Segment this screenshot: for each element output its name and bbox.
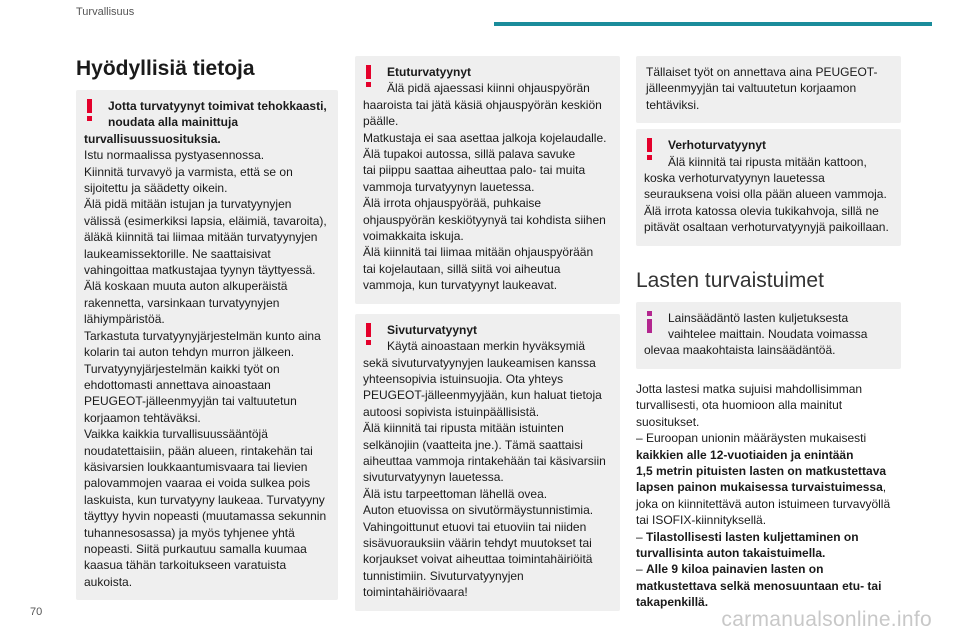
text-line: sisävuorauksiin väärin tehdyt muutokset tai — [363, 535, 592, 550]
text-line: selkänojiin (vaatteita jne.). Tämä saattaisi — [363, 437, 583, 452]
text-line: Tällaiset työt on annettava aina PEUGEOT- — [646, 65, 878, 79]
text-line: Älä istu tarpeettoman lähellä ovea. — [363, 486, 548, 501]
text-line: vaihtelee maittain. Noudata voimassa — [668, 327, 868, 342]
intro-text — [636, 381, 901, 430]
column-2 — [355, 56, 620, 611]
warning-box-curtain-airbags — [636, 129, 901, 245]
text-line: PEUGEOT-jälleenmyyjään, kun haluat tietoja — [363, 388, 602, 403]
rec-line: takapenkillä. — [636, 595, 709, 610]
page-number: 70 — [30, 606, 43, 618]
text-line: Älä kiinnitä tai ripusta mitään kattoon, — [668, 154, 867, 169]
text-line: laukeamissektorille. Ne saattaisivat — [84, 246, 271, 261]
info-icon — [646, 311, 655, 333]
exclamation-icon — [86, 99, 95, 121]
text-line: täyttyy hyvin nopeasti (muutamassa sekunnin — [84, 509, 327, 524]
exclamation-icon — [646, 138, 655, 160]
column-1 — [76, 56, 338, 600]
text-line: vammoja turvatyynyn lauetessa. — [363, 179, 535, 194]
text-line: kolarin tai auton tehdyn murron jälkeen. — [84, 345, 295, 360]
text-line: toimintahäiriövaara! — [363, 585, 468, 600]
text-line: tunnistimiin. Sivuturvatyynyjen — [363, 568, 524, 583]
warning-box-side-airbags — [355, 314, 620, 611]
text-line: suositukset. — [636, 414, 700, 429]
column-3 — [636, 56, 901, 611]
text-line: laskuista, kun turvatyyny laukeaa. Turvatyyny — [84, 492, 325, 507]
info-body — [644, 310, 893, 359]
text-line: Tarkastuta turvatyynyjärjestelmän kunto aina — [84, 328, 321, 343]
text-line: olevaa maakohtaista lainsäädäntöä. — [644, 343, 836, 358]
section-title-child-seats: Lasten turvaistuimet — [636, 268, 824, 292]
warning-heading: Jotta turvatyynyt toimivat tehokkaasti, noudata alla mainittuja turvallisuussuosituksia. — [84, 99, 327, 146]
rec1-tail — [636, 496, 901, 529]
text-line: Vahingoittunut etuovi tai etuoviin tai niiden — [363, 519, 587, 534]
text-line: Auton etuovissa on sivutörmäystunnistimia. — [363, 503, 594, 518]
recommendations — [636, 381, 901, 611]
text-line: Älä pidä mitään istujan ja turvatyynyjen — [84, 197, 292, 212]
text-line: kaasua tähän tarkoitukseen varatuista — [84, 558, 287, 573]
text-line: Turvatyynyjärjestelmän kaikki työt on — [84, 361, 280, 376]
info-box-legislation — [636, 302, 901, 369]
text-line: aiheuttaa vammoja rintakehään tai käsivarsiin — [363, 453, 606, 468]
continued-text-box — [636, 56, 901, 123]
text-line: jälleenmyyjän tai valtuutetun korjaamon — [646, 81, 857, 96]
text-line: tuhannesosassa) ja myös tyhjenee yhtä — [84, 525, 295, 540]
text-line: lähiympäristöä. — [84, 312, 165, 327]
text-line: tehtäviksi. — [646, 97, 700, 112]
text-line: Älä koskaan muuta auton alkuperäistä — [84, 279, 288, 294]
text-line: sijoitettu ja säädetty oikein. — [84, 181, 228, 196]
front-airbags-title: Etuturvatyynyt — [387, 65, 472, 79]
text-line: Vaikka kaikkia turvallisuussääntöjä — [84, 427, 268, 442]
rec1-bold — [636, 447, 901, 496]
text-line: Älä kiinnitä tai ripusta mitään istuinten — [363, 421, 564, 436]
side-airbags-title: Sivuturvatyynyt — [387, 322, 478, 337]
bold-line: kaikkien alle 12-vuotiaiden ja enintään — [636, 447, 854, 462]
text-line: välissä (esimerkiksi lapsia, eläimiä, tavaroita), — [84, 213, 327, 228]
side-airbags-body — [363, 338, 612, 601]
text-line: yhteensopivia istuinsuojia. Ota yhteys — [363, 371, 564, 386]
bold-line: lapsen painon mukaisessa turvaistuimessa, — [636, 480, 887, 495]
text-line: Älä pidä ajaessasi kiinni ohjauspyörän — [387, 81, 590, 96]
text-line: Älä irrota ohjauspyörää, puhkaise — [363, 196, 542, 211]
text-line: käsivarsien loukkaantumisvaara tai lievien — [84, 459, 308, 474]
text-line: vahingoittaa matkustajaa tyynyn täyttyessä. — [84, 263, 316, 278]
front-airbags-body — [363, 80, 612, 293]
warning-body — [84, 147, 330, 590]
text-line: noudatettaisiin, pään alueen, rintakehän tai — [84, 443, 313, 458]
text-line: äläkä kiinnitä tai liimaa mitään turvatyynyjen — [84, 230, 318, 245]
watermark: carmanualsonline.info — [721, 608, 932, 631]
text-line: rakennetta, varsinkaan turvatyynyjen — [84, 295, 280, 310]
text-line: korjaamon tehtäväksi. — [84, 410, 201, 425]
text-line: aukoista. — [84, 574, 133, 589]
text-line: Älä irrota katossa olevia tukikahvoja, sillä ne — [644, 203, 879, 218]
text-line: Matkustaja ei saa asettaa jalkoja kojelaudalle. — [363, 130, 607, 145]
text-line: palovammojen vaaraa ei voida sulkea pois — [84, 476, 311, 491]
text-line: nopeasti. Siitä purkautuu samalla kuumaa — [84, 541, 307, 556]
curtain-airbags-title: Verhoturvatyynyt — [668, 138, 767, 153]
curtain-airbags-body — [644, 154, 893, 236]
text-line: tai piippu saattaa aiheuttaa palo- tai muita — [363, 163, 586, 178]
text-line: Istu normaalissa pystyasennossa. — [84, 148, 265, 163]
text-line: päälle. — [363, 114, 399, 129]
text-line: Käytä ainoastaan merkin hyväksymiä — [387, 339, 586, 354]
text-line: sivuturvatyynyn lauetessa. — [363, 470, 504, 485]
rec2 — [636, 529, 901, 562]
text-line: joka on kiinnitettävä auton istuimeen turvavyöllä — [636, 496, 891, 511]
text-line: seurauksena voisi olla pään alueen vammoja. — [644, 187, 887, 202]
text-line: ohjauspyörän keskiötyynyä tai kohdista siihen — [363, 212, 606, 227]
text-line: Älä tupakoi autossa, sillä palava savuke — [363, 147, 576, 162]
text-line: vammoja, kun turvatyynyt laukeavat. — [363, 278, 558, 293]
text-line: tai ISOFIX-kiinnityksellä. — [636, 513, 767, 528]
text-line: Jotta lastesi matka sujuisi mahdollisimman — [636, 381, 863, 396]
text-line: autoosi sopivista istuinpäällisistä. — [363, 404, 540, 419]
rec-line: – Alle 9 kiloa painavien lasten on — [636, 562, 824, 577]
text-line: haaroista tai jätä käsiä ohjauspyörän keskiön — [363, 97, 602, 112]
text-line: koska verhoturvatyynyn lauetessa — [644, 171, 825, 186]
text-line: ehdottomasti annettava ainoastaan — [84, 377, 271, 392]
text-line: korjaukset voivat aiheuttaa toimintahäiriöitä — [363, 552, 593, 567]
text-line: Kiinnitä turvavyö ja varmista, että se on — [84, 164, 293, 179]
text-line: turvallisesti, ota huomioon alla mainitut — [636, 398, 843, 413]
header-accent-bar — [494, 22, 932, 26]
rec3 — [636, 561, 901, 610]
page-title: Hyödyllisiä tietoja — [76, 57, 255, 80]
text-line: pitävät osaltaan verhoturvatyynyjä paikoillaan. — [644, 220, 889, 235]
header-section-label: Turvallisuus — [76, 6, 135, 18]
rec1-line: – Euroopan unionin määräysten mukaisesti — [636, 431, 867, 446]
text-line: PEUGEOT-jälleenmyyjän tai valtuutetun — [84, 394, 297, 409]
rec-line: – Tilastollisesti lasten kuljettaminen on — [636, 529, 859, 544]
warning-box-front-airbags — [355, 56, 620, 304]
bold-line: 1,5 metrin pituisten lasten on matkustettava — [636, 463, 887, 478]
text-line: Älä kiinnitä tai liimaa mitään ohjauspyörään — [363, 245, 594, 260]
warning-box-general — [76, 90, 338, 600]
exclamation-icon — [365, 65, 374, 87]
text-line: tai kojelautaan, sillä siitä voi aiheutua — [363, 261, 561, 276]
text-line: voimakkaita iskuja. — [363, 229, 464, 244]
rec-line: turvallisinta auton takaistuimella. — [636, 545, 826, 560]
text-line: Lainsäädäntö lasten kuljetuksesta — [668, 310, 849, 325]
exclamation-icon — [365, 323, 374, 345]
text-line: sekä sivuturvatyynyjen laukeamisen kanssa — [363, 355, 596, 370]
rec-line: matkustettava selkä menosuuntaan etu- tai — [636, 578, 882, 593]
